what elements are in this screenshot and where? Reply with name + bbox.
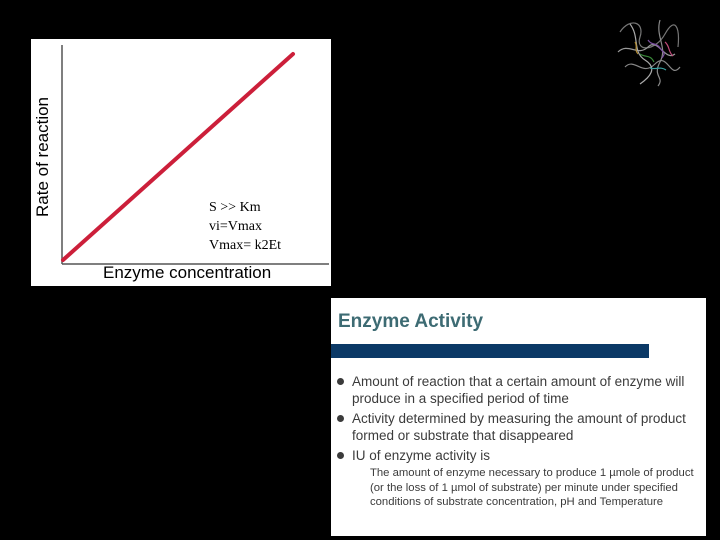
bullet-item xyxy=(331,447,706,464)
y-axis-label: Rate of reaction xyxy=(33,96,52,217)
note-line-2: vi=Vmax xyxy=(209,219,262,234)
bullet-item xyxy=(331,410,706,444)
x-axis-label: Enzyme concentration xyxy=(103,263,272,282)
bullet-text: IU of enzyme activity is xyxy=(352,448,491,463)
bullet-dot-icon xyxy=(337,415,344,422)
title-underline-bar xyxy=(331,344,649,358)
slide-panel xyxy=(331,298,706,536)
note-line-3: Vmax= k2Et xyxy=(209,238,282,253)
bullet-text: Activity determined by measuring the amount of product formed or substrate that disappeared xyxy=(352,411,686,443)
bullet-dot-icon xyxy=(337,452,344,459)
slide-title: Enzyme Activity xyxy=(338,311,484,332)
iu-definition-text: The amount of enzyme necessary to produce 1 µmole of product (or the loss of 1 µmol of substrate) per minute under specified conditions of substrate concentration, pH and Temperature xyxy=(370,467,694,509)
bullet-item xyxy=(331,373,706,407)
chart-plot xyxy=(31,39,331,286)
bullet-dot-icon xyxy=(337,378,344,385)
chart-panel xyxy=(31,39,331,286)
protein-structure-icon xyxy=(610,12,688,90)
note-line-1: S >> Km xyxy=(209,200,261,215)
bullet-list xyxy=(331,373,706,467)
bullet-text: Amount of reaction that a certain amount of enzyme will produce in a specified period of time xyxy=(352,374,685,406)
